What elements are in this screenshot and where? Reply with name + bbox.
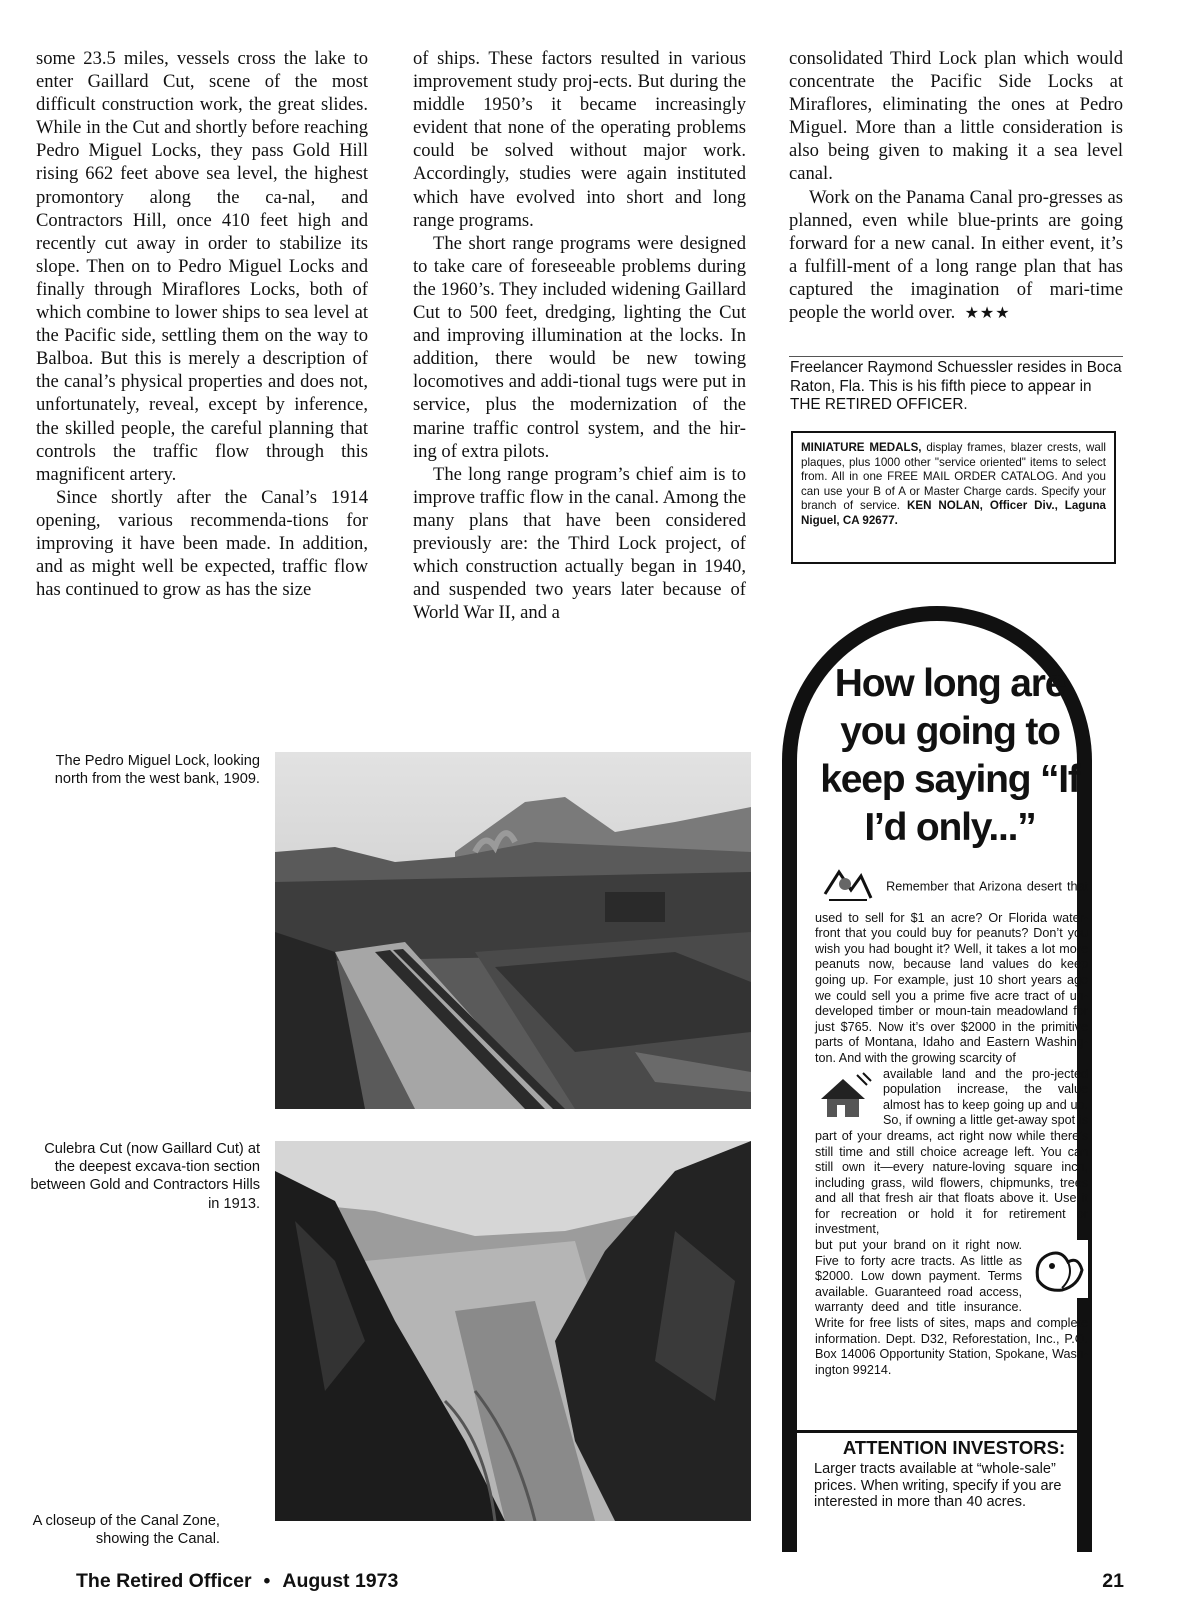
attention-title: ATTENTION INVESTORS: — [842, 1437, 1066, 1458]
cabin-illustration-icon — [815, 1069, 877, 1128]
ad-body — [815, 864, 1088, 1378]
article-paragraph: of ships. These factors resulted in various improvement study proj-ects. But during the middle 1950’s it became increasingly evident that none of the operating problems could be solved without major work. Accordingly, studies were again instituted which have evolved into short and long range programs. — [413, 48, 746, 231]
article-paragraph: The short range programs were designed to take care of foreseeable problems during the 1960’s. They included widening Gaillard Cut to 500 feet, dredging, lighting the Cut and improving illumination at the locks. In addition, there would be new towing locomotives and addi-tional tugs were put in service, plus the modernization of the marine traffic control system, and the hir-ing of extra pilots. — [413, 232, 746, 462]
pedro-miguel-lock-photo — [275, 752, 751, 1109]
classified-contact: KEN NOLAN, Officer Div., Laguna Niguel, CA 92677. — [801, 499, 1106, 527]
classified-ad-box — [791, 431, 1116, 564]
ad-body-text-2: available land and the pro-jected population increase, the value almost has to keep going up and up. So, if owning a little get-away spot is part of your dreams, act right now while there’s still time and still choice acreage left. You can still own it—every nature-loving square inch, including grass, wild flowers, chipmunks, trees and all that fresh air that floats above it. Use it for recreation or hold it for retirement or investment, — [815, 1066, 1088, 1237]
attention-body: Larger tracts available at “whole-sale” prices. When writing, specify if you are interested in more than 40 acres. — [814, 1461, 1062, 1510]
article-paragraph: consolidated Third Lock plan which would concentrate the Pacific Side Locks at Miraflores, eliminating the ones at Pedro Miguel. More than a little consideration is also being given to making it a sea level canal. — [789, 48, 1123, 185]
page-footer — [0, 1570, 1200, 1600]
issue-date: August 1973 — [282, 1570, 399, 1592]
page-number: 21 — [1102, 1570, 1124, 1592]
article-paragraph: The long range program’s chief aim is to improve traffic flow in the canal. Among the many plans that have been considered previously are: the Third Lock project, of which construction actually began in 1940, and suspended two years later because of World War II, and a — [413, 463, 746, 624]
classified-text: display frames, blazer crests, wall plaques, plus 1000 other "service oriented" items to select from. All in one FREE MAIL ORDER CATALOG. And you can use your B of A or Master Charge cards. Specify your branch of service. — [801, 441, 1106, 512]
classified-lead: MINIATURE MEDALS, — [801, 441, 922, 454]
article-paragraph: Since shortly after the Canal’s 1914 opening, various recommenda-tions for improving it have been made. In addition, and as might well be expected, traffic flow has continued to grow as has the size — [36, 486, 368, 601]
article-paragraph: some 23.5 miles, vessels cross the lake to enter Gaillard Cut, scene of the most difficult construction work, the great slides. While in the Cut and shortly before reaching Pedro Miguel Locks, they pass Gold Hill rising 662 feet above sea level, the highest promontory along the ca-nal, and Contractors Hill, once 410 feet high and recently cut away in order to stabilize its slope. Then on to Pedro Miguel Locks and finally through Miraflores Locks, both of which combine to lower ships to sea level at the Pacific side, settling them on the way to Balboa. But this is merely a description of the canal’s physical properties and does not, unfortunately, reveal, except by inference, the skilled people, the careful planning that controls the traffic flow through this magnificent artery. — [36, 48, 369, 485]
magazine-name: The Retired Officer — [76, 1570, 252, 1592]
article-column-3 — [789, 47, 1123, 324]
culebra-cut-photo — [275, 1141, 751, 1521]
bio-divider — [789, 356, 1123, 357]
ad-body-text-3: but put your brand on it right now. Five to forty acre tracts. As little as $2000. Low down payment. Terms available. Guaranteed road access, warranty deed and title insurance. Write for free lists of sites, maps and complete information. Dept. D32, Reforestation, Inc., P.O. Box 14006 Opportunity Station, Spokane, Wash-ington 99214. — [815, 1238, 1088, 1377]
end-mark-stars: ★★★ — [964, 303, 1011, 323]
tree-illustration-icon — [821, 864, 875, 911]
article-paragraph — [789, 186, 1123, 325]
photo-caption-1: The Pedro Miguel Lock, looking north from the west bank, 1909. — [54, 753, 260, 788]
article-column-1 — [36, 47, 368, 601]
author-bio: Freelancer Raymond Schuessler resides in Boca Raton, Fla. This is his fifth piece to appear in THE RETIRED OFFICER. — [790, 359, 1122, 414]
footer-left — [76, 1570, 398, 1593]
footer-bullet: • — [263, 1570, 271, 1592]
ad-divider — [797, 1430, 1077, 1433]
article-closing-text: Work on the Panama Canal pro-gresses as planned, even while blue-prints are going forward for a new canal. In either event, it’s a fulfill-ment of a long range plan that has captured the imagination of mari-time people the world over. — [789, 186, 1123, 324]
chipmunk-illustration-icon — [1028, 1240, 1088, 1303]
article-column-2 — [413, 47, 746, 624]
ad-body-text-1: Remember that Arizona desert that used to sell for $1 an acre? Or Florida water-front that you could buy for peanuts? Don’t you wish you had bought it? Well, it takes a lot more peanuts now, because land values do keep going up. For example, just 10 short years ago we could sell you a prime five acre tract of un-developed timber or moun-tain meadowland for just $765. Now it’s over $2000 in the primitive parts of Montana, Idaho and Eastern Washing-ton. And with the growing scarcity of — [815, 879, 1088, 1065]
ad-headline: How long are you going to keep saying “If I’d only...” — [820, 662, 1080, 849]
photo-caption-3: A closeup of the Canal Zone, showing the Canal. — [32, 1513, 220, 1548]
photo-caption-2: Culebra Cut (now Gaillard Cut) at the deepest excava-tion section between Gold and Contractors Hills in 1913. — [30, 1141, 260, 1212]
attention-investors-box — [814, 1437, 1094, 1511]
